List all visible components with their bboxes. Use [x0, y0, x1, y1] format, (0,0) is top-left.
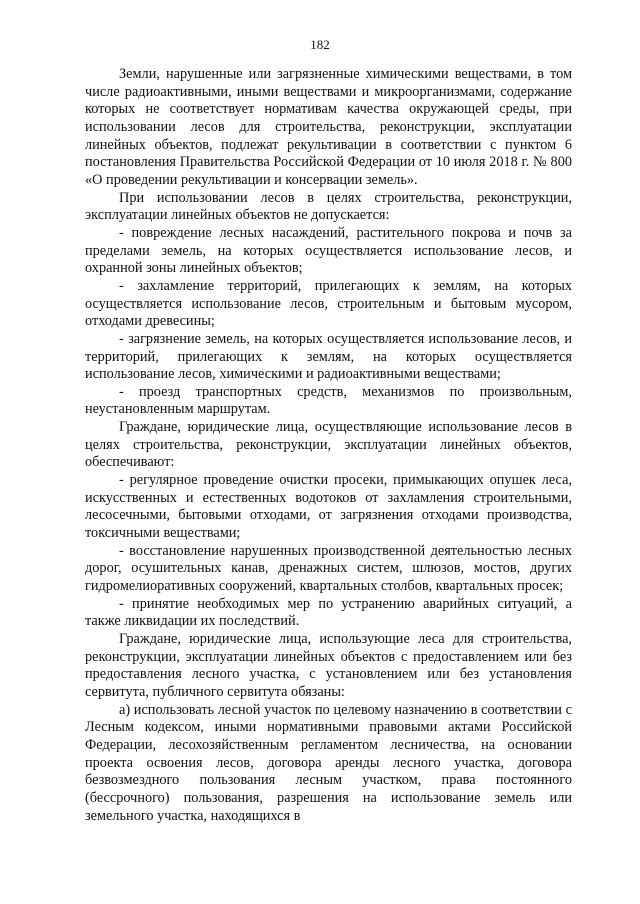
list-item-damage: - повреждение лесных насаждений, растительного покрова и почв за пределами земель, на которых осуществляется использование лесов, и охранной зоны линейных объектов; [85, 224, 572, 277]
body-text [85, 66, 572, 825]
list-item-a: а) использовать лесной участок по целевому назначению в соответствии с Лесным кодексом, иными нормативными правовыми актами Российской Федерации, лесохозяйственным регламентом лесничества, на основании проекта освоения лесов, договора аренды лесного участка, договора безвозмездного пользования лесным участком, права постоянного (бессрочного) пользования, разрешения на использование земель или земельного участка, находящихся в [85, 701, 572, 824]
list-item-pollution: - загрязнение земель, на которых осуществляется использование лесов, и территорий, прилегающих к землям, на которых осуществляется использование лесов, химическими и радиоактивными веществами; [85, 330, 572, 383]
list-item-littering: - захламление территорий, прилегающих к землям, на которых осуществляется использование лесов, строительным и бытовым мусором, отходами древесины; [85, 277, 572, 330]
list-item-vehicle-passage: - проезд транспортных средств, механизмов по произвольным, неустановленным маршрутам. [85, 383, 572, 418]
paragraph-land-recultivation: Земли, нарушенные или загрязненные химическими веществами, в том числе радиоактивными, иными веществами и микроорганизмами, содержание которых не соответствует нормативам качества окружающей среды, при использовании лесов для строительства, реконструкции, эксплуатации линейных объектов, подлежат рекультивации в соответствии с пунктом 6 постановления Правительства Российской Федерации от 10 июля 2018 г. № 800 «О проведении рекультивации и консервации земель». [85, 66, 572, 188]
list-item-emergency: - принятие необходимых мер по устранению аварийных ситуаций, а также ликвидации их последствий. [85, 595, 572, 630]
paragraph-prohibitions-intro: При использовании лесов в целях строительства, реконструкции, эксплуатации линейных объектов не допускается: [85, 189, 572, 224]
paragraph-duties-intro: Граждане, юридические лица, использующие леса для строительства, реконструкции, эксплуатации линейных объектов с предоставлением или без предоставления лесного участка, с установлением или без установления сервитута, публичного сервитута обязаны: [85, 631, 572, 700]
paragraph-obligations-intro: Граждане, юридические лица, осуществляющие использование лесов в целях строительства, реконструкции, эксплуатации линейных объектов, обеспечивают: [85, 419, 572, 471]
page-number: 182 [310, 37, 330, 52]
list-item-cleaning: - регулярное проведение очистки просеки, примыкающих опушек леса, искусственных и естественных водотоков от захламления строительными, лесосечными, бытовыми отходами, от загрязнения отходами производства, токсичными веществами; [85, 472, 572, 542]
list-item-restoration: - восстановление нарушенных производственной деятельностью лесных дорог, осушительных канав, дренажных систем, шлюзов, мостов, других гидромелиоративных сооружений, квартальных столбов, квартальных просек; [85, 542, 572, 595]
